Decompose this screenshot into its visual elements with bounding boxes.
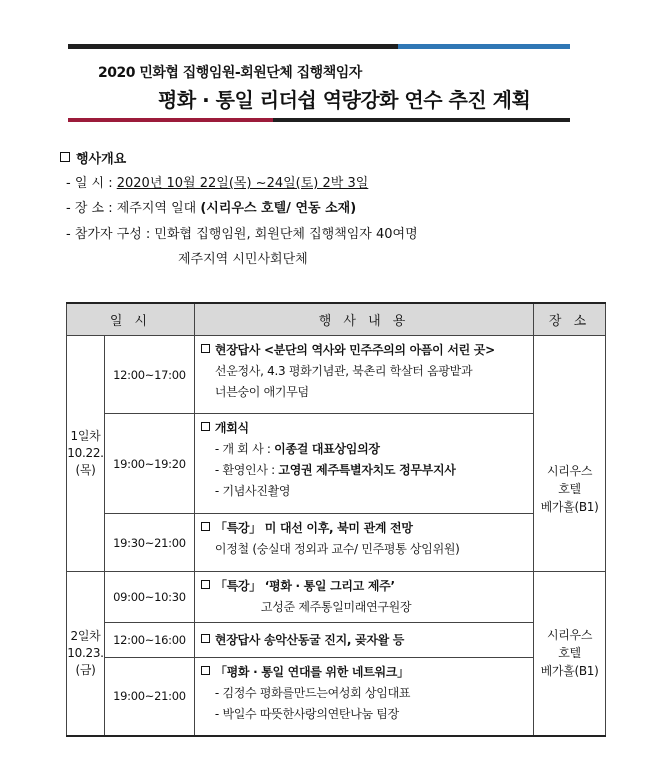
- day2-session2-time: 12:00~16:00: [104, 623, 194, 658]
- overview-section-title: [60, 148, 126, 167]
- overview-date-line: [66, 172, 368, 191]
- day1-session1-line1: 선운정사, 4.3 평화기념관, 북촌리 학살터 옴팡밭과: [214, 364, 473, 378]
- day1-place-line2: 호텔: [558, 481, 581, 496]
- day1-session2-item3: - 기념사진촬영: [214, 484, 291, 498]
- day1-date: 10.22.: [67, 446, 104, 460]
- item1-label: - 개 회 사 :: [214, 442, 275, 456]
- day2-session1-line1: 고성준 제주통일미래연구원장: [260, 600, 412, 614]
- square-checkbox-icon: [201, 580, 210, 589]
- day1-session3-line1: 이정철 (숭실대 정외과 교수/ 민주평통 상임위원): [214, 542, 460, 556]
- day1-session2-content: [194, 414, 533, 514]
- day2-place-line1: 시리우스: [546, 628, 593, 643]
- day2-place-line2: 호텔: [558, 646, 581, 661]
- day2-session3-time: 19:00~21:00: [104, 658, 194, 736]
- title-bottom-bar: [68, 118, 570, 122]
- day1-session3-title: 「특강」 미 대선 이후, 북미 관계 전망: [214, 521, 413, 535]
- table-row: [67, 623, 606, 658]
- title-top-bar-blue: [398, 44, 570, 49]
- table-row: [67, 572, 606, 623]
- day2-weekday: (금): [75, 662, 96, 677]
- day1-place-line1: 시리우스: [546, 463, 593, 478]
- day1-session2-time: 19:00~19:20: [104, 414, 194, 514]
- overview-participants-value: 민화협 집행임원, 회원단체 집행책임자 40여명: [154, 227, 418, 242]
- header-time: 일 시: [67, 303, 195, 336]
- overview-date-label: - 일 시 :: [66, 176, 113, 191]
- document-subtitle: 2020 민화협 집행임원-회원단체 집행책임자: [98, 65, 362, 81]
- day1-label: 1일차: [70, 429, 101, 443]
- day1-session3-time: 19:30~21:00: [104, 514, 194, 572]
- day1-session2-title: 개회식: [214, 421, 249, 435]
- day1-cell: [67, 336, 105, 572]
- table-header-row: [67, 303, 606, 336]
- square-checkbox-icon: [60, 152, 70, 162]
- day2-session1-title: 「특강」 ‘평화 · 통일 그리고 제주’: [214, 579, 395, 593]
- table-row: [67, 414, 606, 514]
- table-row: [67, 658, 606, 736]
- day1-session2-item2: [201, 460, 527, 481]
- overview-place-venue: (시리우스 호텔/ 연동 소재): [200, 201, 357, 216]
- square-checkbox-icon: [201, 422, 210, 431]
- day2-session2-content: [194, 623, 533, 658]
- overview-place-line: [66, 197, 356, 216]
- title-bottom-bar-red: [68, 118, 273, 122]
- day1-session1-title: 현장답사 <분단의 역사와 민주주의의 아픔이 서린 곳>: [214, 343, 495, 357]
- day2-session3-line2: - 박일수 따뜻한사랑의연탄나눔 팀장: [214, 707, 399, 721]
- overview-place-value: 제주지역 일대: [116, 201, 197, 216]
- overview-date-value: 2020년 10월 22일(목) ~24일(토) 2박 3일: [116, 176, 369, 191]
- day2-place-cell: [534, 572, 606, 736]
- square-checkbox-icon: [201, 522, 210, 531]
- title-top-bar-dark: [68, 44, 398, 49]
- day2-session3-line1: - 김정수 평화를만드는여성회 상임대표: [214, 686, 411, 700]
- day1-session3-content: [194, 514, 533, 572]
- day1-session1-line2: 너븐숭이 애기무덤: [214, 385, 309, 399]
- day2-session3-content: [194, 658, 533, 736]
- overview-heading-text: 행사개요: [76, 152, 127, 167]
- overview-participants-line2: 제주지역 시민사회단체: [178, 252, 308, 267]
- day2-cell: [67, 572, 105, 736]
- title-top-bar: [68, 44, 570, 49]
- document-title: 평화 · 통일 리더쉽 역량강화 연수 추진 계획: [158, 88, 531, 112]
- header-content: 행 사 내 용: [194, 303, 533, 336]
- day1-place-line3: 베가홀(B1): [540, 499, 599, 514]
- day1-weekday: (목): [75, 463, 96, 477]
- schedule-table: [66, 302, 606, 737]
- day2-date: 10.23.: [67, 645, 104, 660]
- day2-place-line3: 베가홀(B1): [540, 664, 599, 679]
- day2-session1-time: 09:00~10:30: [104, 572, 194, 623]
- square-checkbox-icon: [201, 666, 210, 675]
- day1-session2-item1: [201, 439, 527, 460]
- table-row: [67, 514, 606, 572]
- square-checkbox-icon: [201, 634, 210, 643]
- square-checkbox-icon: [201, 344, 210, 353]
- day2-label: 2일차: [70, 628, 101, 643]
- day2-session2-title: 현장답사 송악산동굴 진지, 곶자왈 등: [214, 632, 405, 647]
- table-row: [67, 336, 606, 414]
- header-place: 장 소: [534, 303, 606, 336]
- day1-session1-content: [194, 336, 533, 414]
- day2-session1-content: [194, 572, 533, 623]
- item2-value: 고영권 제주특별자치도 정무부지사: [278, 463, 456, 477]
- overview-place-label: - 장 소 :: [66, 201, 113, 216]
- title-bottom-bar-dark: [273, 118, 570, 122]
- overview-participants-label: - 참가자 구성 :: [66, 227, 151, 242]
- item2-label: - 환영인사 :: [214, 463, 279, 477]
- day1-session1-time: 12:00~17:00: [104, 336, 194, 414]
- day1-place-cell: [534, 336, 606, 572]
- item1-value: 이종걸 대표상임의장: [274, 442, 380, 456]
- overview-participants-line: [66, 223, 418, 242]
- day2-session3-title: 「평화 · 통일 연대를 위한 네트워크」: [214, 665, 409, 679]
